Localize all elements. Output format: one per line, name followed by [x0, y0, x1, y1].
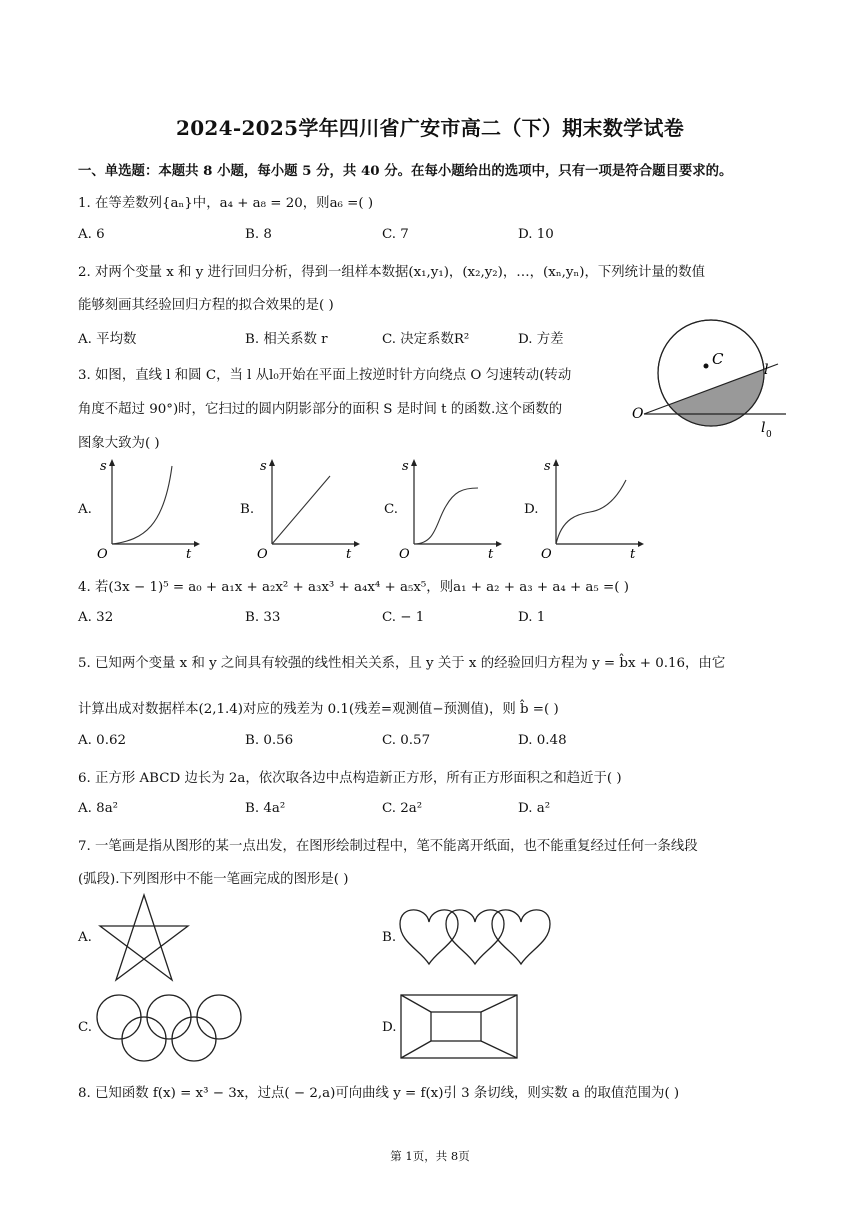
- label-l0-sub: 0: [766, 430, 772, 440]
- svg-text:t: t: [630, 547, 636, 560]
- curve-a: [112, 466, 172, 544]
- question-2-stem-line1: 2. 对两个变量 x 和 y 进行回归分析，得到一组样本数据(x₁,y₁)，(x₂,y₂)，…，(xₙ,yₙ)，下列统计量的数值: [78, 265, 705, 280]
- question-6-option-d[interactable]: D. a²: [518, 801, 551, 816]
- svg-text:s: s: [260, 459, 267, 474]
- question-4-option-d[interactable]: D. 1: [518, 610, 546, 625]
- question-1-option-a[interactable]: A. 6: [78, 227, 105, 242]
- question-4-option-c[interactable]: C. − 1: [382, 610, 425, 625]
- section-heading: 一、单选题：本题共 8 小题，每小题 5 分，共 40 分。在每小题给出的选项中，只有一项是符合题目要求的。: [78, 163, 733, 179]
- question-6-option-b[interactable]: B. 4a²: [245, 801, 286, 816]
- svg-text:O: O: [257, 547, 268, 560]
- question-8-stem: 8. 已知函数 f(x) = x³ − 3x，过点( − 2,a)可向曲线 y = f(x)引 3 条切线，则实数 a 的取值范围为( ): [78, 1086, 680, 1101]
- label-l: l: [764, 362, 769, 378]
- question-3-option-d[interactable]: D.: [524, 502, 539, 517]
- figure-star: [94, 892, 194, 984]
- curve-c: [414, 488, 478, 544]
- svg-text:O: O: [97, 547, 108, 560]
- question-1-option-d[interactable]: D. 10: [518, 227, 554, 242]
- figure-rings: [94, 990, 246, 1064]
- svg-text:O: O: [541, 547, 552, 560]
- question-4-option-a[interactable]: A. 32: [78, 610, 114, 625]
- question-1-option-b[interactable]: B. 8: [245, 227, 272, 242]
- graph-d: [538, 456, 644, 560]
- question-2-option-b[interactable]: B. 相关系数 r: [245, 332, 328, 347]
- question-7-option-d[interactable]: D.: [382, 1020, 397, 1035]
- question-3-option-c[interactable]: C.: [384, 502, 399, 517]
- question-6-option-a[interactable]: A. 8a²: [78, 801, 119, 816]
- svg-text:s: s: [100, 459, 107, 474]
- question-7-stem-line1: 7. 一笔画是指从图形的某一点出发，在图形绘制过程中，笔不能离开纸面，也不能重复经过任何一条线段: [78, 839, 698, 854]
- shaded-region: [644, 364, 778, 440]
- graph-b: [254, 456, 360, 560]
- question-1-option-c[interactable]: C. 7: [382, 227, 409, 242]
- question-2-option-a[interactable]: A. 平均数: [78, 332, 137, 347]
- figure-hearts: [396, 902, 556, 968]
- question-2-option-c[interactable]: C. 决定系数R²: [382, 332, 470, 347]
- label-o: O: [632, 406, 644, 422]
- center-point: [704, 364, 709, 369]
- question-3-stem-line3: 图象大致为( ): [78, 436, 160, 451]
- question-6-option-c[interactable]: C. 2a²: [382, 801, 423, 816]
- graph-c: [396, 456, 502, 560]
- question-5-stem-line2: 计算出成对数据样本(2,1.4)对应的残差为 0.1(残差=观测值−预测值)，则 b̂ =( ): [78, 702, 559, 717]
- circle-line-figure: [628, 318, 788, 440]
- question-5-option-c[interactable]: C. 0.57: [382, 733, 431, 748]
- svg-text:t: t: [488, 547, 494, 560]
- question-2-stem-line2: 能够刻画其经验回归方程的拟合效果的是( ): [78, 298, 334, 313]
- svg-text:s: s: [402, 459, 409, 474]
- question-7-option-b[interactable]: B.: [382, 930, 397, 945]
- question-7-stem-line2: (弧段).下列图形中不能一笔画完成的图形是( ): [78, 872, 349, 887]
- page-footer: 第 1页，共 8页: [390, 1149, 470, 1163]
- figure-rectangles: [398, 992, 522, 1062]
- question-5-option-d[interactable]: D. 0.48: [518, 733, 567, 748]
- question-5-option-a[interactable]: A. 0.62: [78, 733, 126, 748]
- svg-text:O: O: [399, 547, 410, 560]
- question-1-stem: 1. 在等差数列{aₙ}中，a₄ + a₈ = 20，则a₆ =( ): [78, 196, 374, 211]
- svg-text:t: t: [186, 547, 192, 560]
- label-l0: l: [761, 420, 766, 436]
- question-3-option-b[interactable]: B.: [240, 502, 255, 517]
- svg-text:s: s: [544, 459, 551, 474]
- question-7-option-c[interactable]: C.: [78, 1020, 93, 1035]
- question-3-stem-line2: 角度不超过 90°)时，它扫过的圆内阴影部分的面积 S 是时间 t 的函数.这个函数的: [78, 402, 563, 417]
- page-title: 2024-2025学年四川省广安市高二（下）期末数学试卷: [175, 116, 685, 140]
- question-5-stem-line1: 5. 已知两个变量 x 和 y 之间具有较强的线性相关关系，且 y 关于 x 的经验回归方程为 y = b̂x + 0.16，由它: [78, 656, 726, 671]
- question-3-option-a[interactable]: A.: [78, 502, 92, 517]
- curve-d: [556, 480, 626, 544]
- question-3-stem-line1: 3. 如图，直线 l 和圆 C，当 l 从l₀开始在平面上按逆时针方向绕点 O 匀速转动(转动: [78, 368, 572, 383]
- question-6-stem: 6. 正方形 ABCD 边长为 2a，依次取各边中点构造新正方形，所有正方形面积之和趋近于( ): [78, 771, 622, 786]
- question-5-option-b[interactable]: B. 0.56: [245, 733, 294, 748]
- svg-text:t: t: [346, 547, 352, 560]
- question-7-option-a[interactable]: A.: [78, 930, 92, 945]
- question-2-option-d[interactable]: D. 方差: [518, 332, 564, 347]
- question-4-stem: 4. 若(3x − 1)⁵ = a₀ + a₁x + a₂x² + a₃x³ + a₄x⁴ + a₅x⁵，则a₁ + a₂ + a₃ + a₄ + a₅ =( ): [78, 580, 629, 595]
- graph-a: [94, 456, 200, 560]
- question-4-option-b[interactable]: B. 33: [245, 610, 281, 625]
- label-c: C: [712, 350, 724, 368]
- curve-b: [272, 476, 330, 544]
